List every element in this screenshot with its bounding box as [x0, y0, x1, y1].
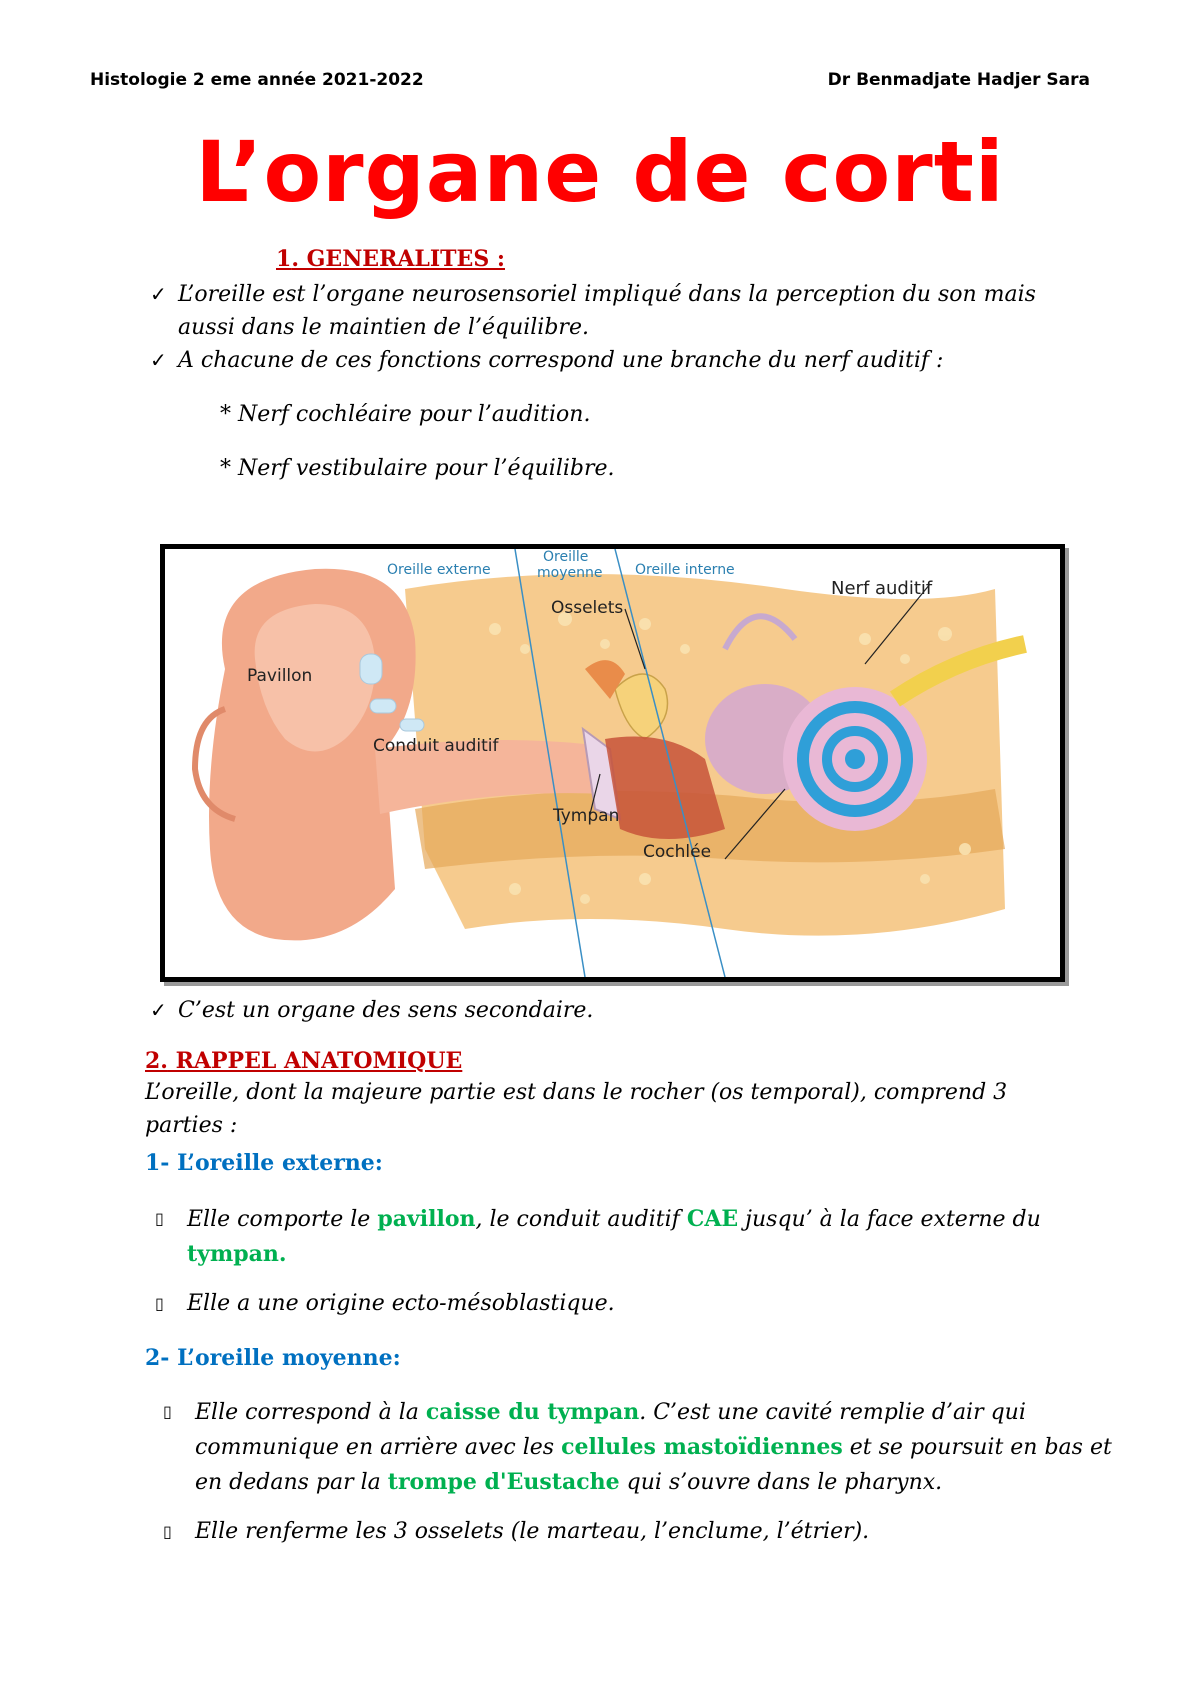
organe-secondaire-item — [150, 994, 1078, 1027]
ear-anatomy-illustration — [165, 549, 1060, 977]
term-cae: CAE — [686, 1206, 739, 1232]
organe-secondaire-text: C’est un organe des sens secondaire. — [178, 998, 594, 1023]
checkmark-icon: ✓ — [150, 998, 167, 1022]
label-conduit-auditif: Conduit auditif — [373, 736, 499, 756]
label-tympan: Tympan — [553, 806, 620, 826]
text-run: Elle comporte le — [187, 1207, 378, 1232]
text-run: et se poursuit en bas et en dedans par la — [195, 1435, 1112, 1495]
header-author: Dr Benmadjate Hadjer Sara — [827, 70, 1090, 90]
term-trompe-eustache: trompe d'Eustache — [387, 1469, 620, 1495]
label-oreille-moyenne-1: Oreille — [543, 549, 589, 565]
section2-heading — [145, 1048, 462, 1074]
section1-heading — [276, 246, 505, 272]
section2-number: 2. — [145, 1048, 168, 1074]
label-oreille-moyenne-2: moyenne — [537, 565, 603, 581]
checkmark-icon: ✓ — [150, 282, 167, 306]
oreille-externe-bullet-2-text: Elle a une origine ecto-mésoblastique. — [187, 1291, 615, 1316]
text-run: , le conduit auditif — [475, 1207, 687, 1232]
label-osselets: Osselets — [551, 598, 624, 618]
generalites-item-2-text: A chacune de ces fonctions correspond une branche du nerf auditif : — [178, 348, 944, 373]
text-run: Elle correspond à la — [195, 1400, 426, 1425]
label-oreille-externe: Oreille externe — [387, 562, 491, 578]
label-pavillon: Pavillon — [247, 666, 313, 686]
oreille-externe-heading: 1- L’oreille externe: — [145, 1150, 383, 1176]
term-pavillon: pavillon — [377, 1206, 476, 1232]
bullet-icon: ▯ — [155, 1209, 164, 1228]
term-cellules-mastoidiennes: cellules mastoïdiennes — [561, 1434, 843, 1460]
oreille-moyenne-bullet-2-text: Elle renferme les 3 osselets (le marteau, l’enclume, l’étrier). — [195, 1519, 870, 1544]
term-tympan: tympan. — [187, 1241, 287, 1267]
label-oreille-interne: Oreille interne — [635, 562, 735, 578]
section1-number: 1 — [276, 246, 292, 272]
generalites-item-2 — [150, 344, 1078, 377]
ear-anatomy-figure — [160, 544, 1065, 982]
section2-title: RAPPEL ANATOMIQUE — [167, 1048, 463, 1074]
bullet-icon: ▯ — [155, 1294, 164, 1313]
text-run: . C’est une cavité remplie d’air qui communique en arrière avec les — [195, 1400, 1026, 1460]
oreille-moyenne-heading: 2- L’oreille moyenne: — [145, 1345, 401, 1371]
term-caisse-du-tympan: caisse du tympan — [425, 1399, 640, 1425]
page-title: L’organe de corti — [195, 123, 1005, 221]
text-run: qui s’ouvre dans le pharynx. — [619, 1470, 943, 1495]
bullet-icon: ▯ — [163, 1522, 172, 1541]
text-run: jusqu’ à la face externe du — [738, 1207, 1041, 1232]
generalites-item-1-text: L’oreille est l’organe neurosensoriel impliqué dans la perception du son mais aussi dans le maintien de l’équilibre. — [178, 282, 1036, 340]
header-course: Histologie 2 eme année 2021-2022 — [90, 70, 424, 90]
oreille-externe-bullet-1 — [155, 1202, 1107, 1272]
nerf-vestibulaire-item: * Nerf vestibulaire pour l’équilibre. — [220, 456, 615, 481]
oreille-moyenne-bullet-2 — [163, 1515, 1115, 1549]
label-cochlee: Cochlée — [643, 842, 712, 862]
oreille-moyenne-bullet-1 — [163, 1395, 1115, 1500]
nerf-cochleaire-item: * Nerf cochléaire pour l’audition. — [220, 402, 591, 427]
checkmark-icon: ✓ — [150, 348, 167, 372]
oreille-externe-bullet-2 — [155, 1287, 1107, 1321]
bullet-icon: ▯ — [163, 1402, 172, 1421]
label-nerf-auditif: Nerf auditif — [831, 578, 933, 599]
section2-intro: L’oreille, dont la majeure partie est dans le rocher (os temporal), comprend 3 parties : — [145, 1080, 1008, 1138]
section1-title: . GENERALITES : — [291, 246, 505, 272]
generalites-item-1 — [150, 278, 1078, 344]
